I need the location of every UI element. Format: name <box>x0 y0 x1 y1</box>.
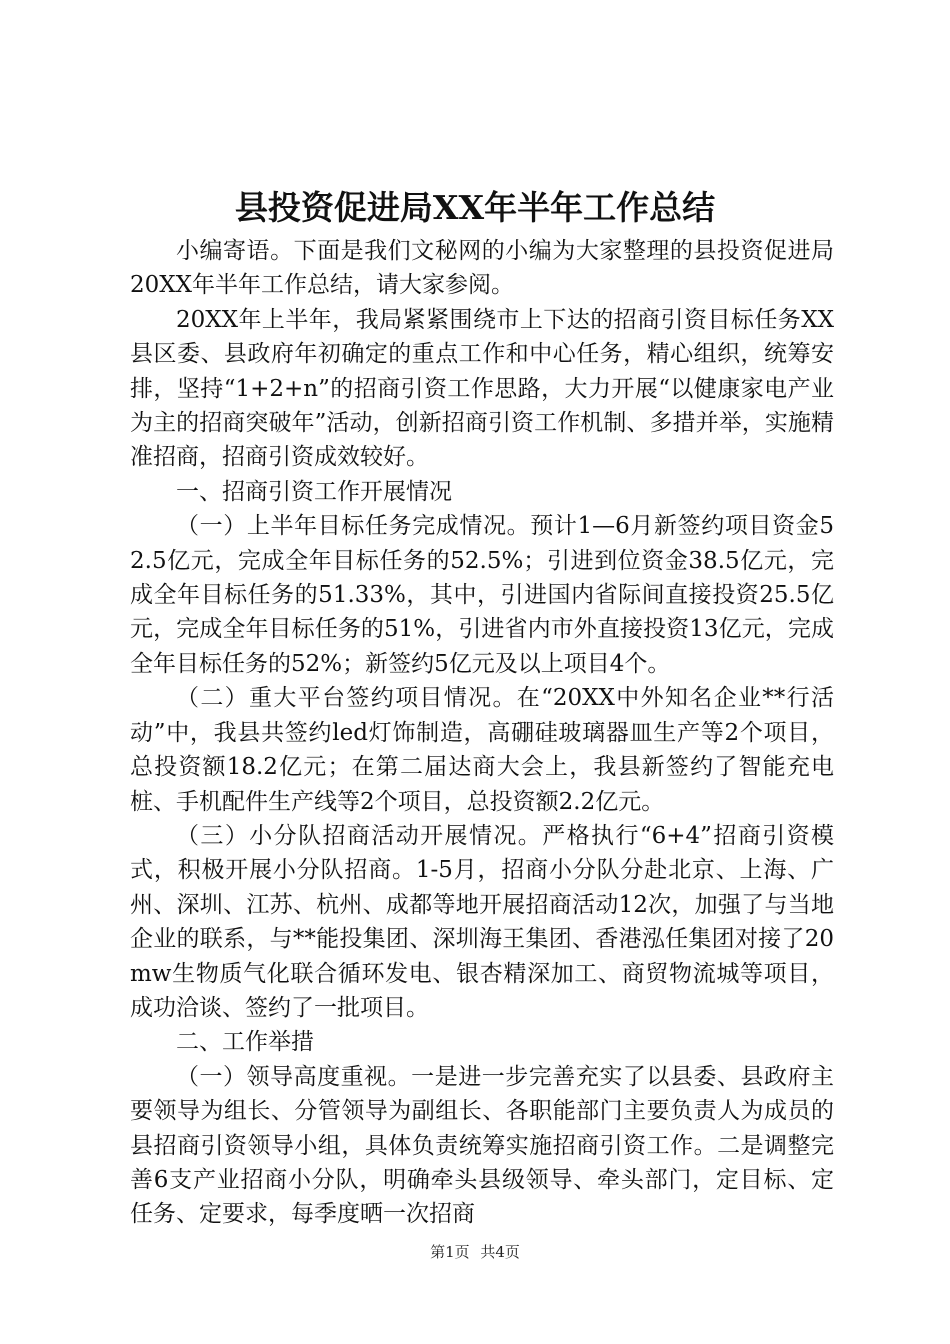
page-number-current: 第1页 <box>430 1243 470 1261</box>
page-footer <box>0 1242 950 1262</box>
section-2-item-1: （一）领导高度重视。一是进一步完善充实了以县委、县政府主要领导为组长、分管领导为副组长、各职能部门主要负责人为成员的县招商引资领导小组，具体负责统筹实施招商引资工作。二是调整完善6支产业招商小分队，明确牵头县级领导、牵头部门，定目标、定任务、定要求，每季度晒一次招商 <box>130 1063 834 1228</box>
section-heading-1: 一、招商引资工作开展情况 <box>176 478 452 505</box>
document-title: 县投资促进局XX年半年工作总结 <box>234 188 716 227</box>
section-1-item-2: （二）重大平台签约项目情况。在“20XX中外知名企业**行活动”中，我县共签约led灯饰制造，高硼硅玻璃器皿生产等2个项目，总投资额18.2亿元；在第二届达商大会上，我县新签约了智能充电桩、手机配件生产线等2个项目，总投资额2.2亿元。 <box>130 685 834 815</box>
section-1-item-3: （三）小分队招商活动开展情况。严格执行“6+4”招商引资模式，积极开展小分队招商。1-5月，招商小分队分赴北京、上海、广州、深圳、江苏、杭州、成都等地开展招商活动12次，加强了与当地企业的联系，与**能投集团、深圳海王集团、香港泓任集团对接了20mw生物质气化联合循环发电、银杏精深加工、商贸物流城等项目，成功洽谈、签约了一批项目。 <box>130 822 834 1021</box>
document-body <box>130 234 834 1232</box>
section-heading-2: 二、工作举措 <box>176 1029 314 1056</box>
overview-paragraph: 20XX年上半年，我局紧紧围绕市上下达的招商引资目标任务XX县区委、县政府年初确定的重点工作和中心任务，精心组织，统筹安排，坚持“1+2+n”的招商引资工作思路，大力开展“以健康家电产业为主的招商突破年”活动，创新招商引资工作机制、多措并举，实施精准招商，招商引资成效较好。 <box>130 306 834 471</box>
section-1-item-1: （一）上半年目标任务完成情况。预计1—6月新签约项目资金52.5亿元，完成全年目标任务的52.5%；引进到位资金38.5亿元，完成全年目标任务的51.33%，其中，引进国内省际间直接投资25.5亿元，完成全年目标任务的51%，引进省内市外直接投资13亿元，完成全年目标任务的52%；新签约5亿元及以上项目4个。 <box>130 513 834 677</box>
intro-paragraph: 小编寄语。下面是我们文秘网的小编为大家整理的县投资促进局20XX年半年工作总结，请大家参阅。 <box>130 238 834 299</box>
page-number-total: 共4页 <box>480 1243 520 1261</box>
